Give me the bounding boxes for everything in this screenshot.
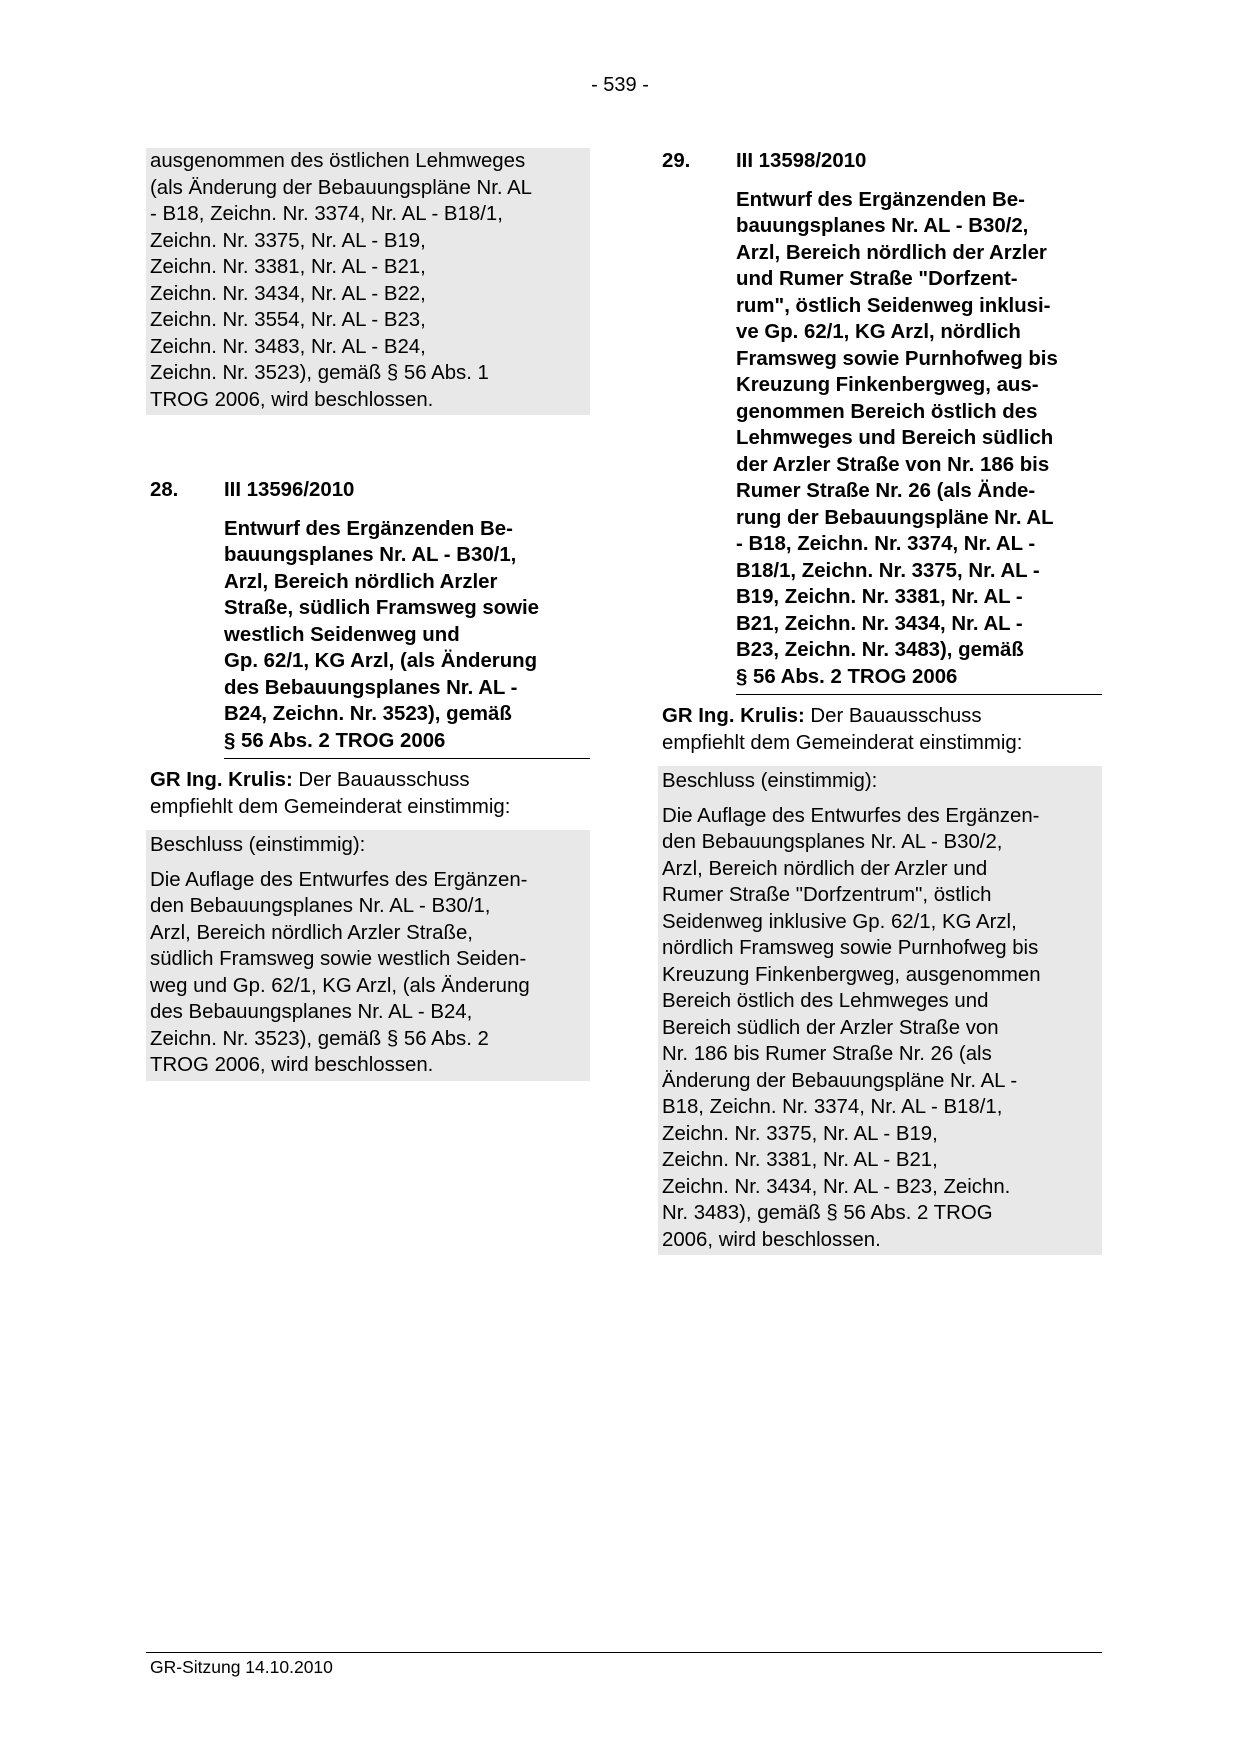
title-line: der Arzler Straße von Nr. 186 bis (736, 453, 1050, 476)
text-line: B18, Zeichn. Nr. 3374, Nr. AL - B18/1, (662, 1096, 1003, 1118)
title-line: B19, Zeichn. Nr. 3381, Nr. AL - (736, 586, 1023, 608)
text-line: TROG 2006, wird beschlossen. (150, 1054, 434, 1076)
item-reference: III 13596/2010 (224, 479, 355, 501)
text-line: Zeichn. Nr. 3434, Nr. AL - B23, Zeichn. (662, 1175, 1011, 1198)
beschluss-text (150, 867, 586, 1081)
title-line: § 56 Abs. 2 TROG 2006 (736, 665, 958, 688)
title-line: Entwurf des Ergänzenden Be- (224, 517, 513, 540)
text-line: Nr. 186 bis Rumer Straße Nr. 26 (als (662, 1043, 992, 1065)
text-line: Kreuzung Finkenbergweg, ausgenommen (662, 963, 1041, 986)
text-line: ausgenommen des östlichen Lehmweges (150, 150, 526, 172)
text-line: Zeichn. Nr. 3381, Nr. AL - B21, (150, 256, 426, 278)
continuation-text-block (146, 148, 590, 415)
title-line: Rumer Straße Nr. 26 (als Ände- (736, 480, 1036, 502)
item-title (736, 187, 1102, 696)
left-column (146, 148, 590, 1081)
text-line: Zeichn. Nr. 3523), gemäß § 56 Abs. 1 (150, 362, 489, 384)
title-line: Gp. 62/1, KG Arzl, (als Änderung (224, 650, 538, 672)
beschluss-block (146, 830, 590, 1081)
text-line: Seidenweg inklusive Gp. 62/1, KG Arzl, (662, 910, 1017, 933)
agenda-item-29 (658, 148, 1102, 1255)
text-line: Zeichn. Nr. 3381, Nr. AL - B21, (662, 1149, 938, 1171)
text-line: Zeichn. Nr. 3434, Nr. AL - B22, (150, 282, 426, 305)
title-line: Arzl, Bereich nördlich der Arzler (736, 241, 1047, 264)
text-line: den Bebauungsplanes Nr. AL - B30/2, (662, 831, 1003, 853)
text-line: Nr. 3483), gemäß § 56 Abs. 2 TROG (662, 1202, 993, 1224)
beschluss-label: Beschluss (einstimmig): (150, 834, 366, 856)
beschluss-block (658, 766, 1102, 1255)
page-number: - 539 - (591, 74, 649, 96)
title-line: rum", östlich Seidenweg inklusi- (736, 294, 1051, 317)
title-line: Kreuzung Finkenbergweg, aus- (736, 374, 1039, 396)
footer-divider (146, 1652, 1102, 1653)
title-line: rung der Bebauungspläne Nr. AL (736, 506, 1054, 529)
speaker-name: GR Ing. Krulis: (662, 705, 805, 727)
title-line: des Bebauungsplanes Nr. AL - (224, 676, 518, 699)
item-number: 29. (662, 150, 691, 172)
title-line: und Rumer Straße "Dorfzent- (736, 268, 1018, 290)
speaker-statement (146, 759, 590, 830)
title-line: Entwurf des Ergänzenden Be- (736, 188, 1025, 211)
text-line: 2006, wird beschlossen. (662, 1228, 881, 1251)
title-line: § 56 Abs. 2 TROG 2006 (224, 729, 446, 752)
title-line: ve Gp. 62/1, KG Arzl, nördlich (736, 321, 1021, 343)
speaker-statement (658, 695, 1102, 766)
title-line: bauungsplanes Nr. AL - B30/1, (224, 544, 517, 566)
text-line: Zeichn. Nr. 3483, Nr. AL - B24, (150, 335, 426, 358)
speaker-text: Der Bauausschuss (292, 769, 470, 791)
title-line: westlich Seidenweg und (224, 623, 460, 646)
title-line: bauungsplanes Nr. AL - B30/2, (736, 215, 1029, 237)
item-title (224, 516, 590, 760)
title-line: Framsweg sowie Purnhofweg bis (736, 347, 1058, 370)
text-line: - B18, Zeichn. Nr. 3374, Nr. AL - B18/1, (150, 203, 503, 225)
item-heading (658, 148, 1102, 175)
beschluss-text (662, 803, 1098, 1256)
item-reference: III 13598/2010 (736, 150, 867, 172)
beschluss-label: Beschluss (einstimmig): (662, 770, 878, 792)
text-line: Bereich östlich des Lehmweges und (662, 990, 989, 1012)
text-line: des Bebauungsplanes Nr. AL - B24, (150, 1001, 473, 1023)
right-column (658, 148, 1102, 1255)
text-line: Zeichn. Nr. 3375, Nr. AL - B19, (150, 229, 426, 252)
title-line: genommen Bereich östlich des (736, 400, 1038, 423)
footer-text: GR-Sitzung 14.10.2010 (150, 1657, 333, 1677)
title-line: B24, Zeichn. Nr. 3523), gemäß (224, 703, 512, 725)
title-line: Straße, südlich Framsweg sowie (224, 597, 540, 619)
speaker-text: empfiehlt dem Gemeinderat einstimmig: (662, 731, 1023, 754)
text-line: nördlich Framsweg sowie Purnhofweg bis (662, 937, 1039, 959)
title-line: - B18, Zeichn. Nr. 3374, Nr. AL - (736, 533, 1036, 555)
text-line: TROG 2006, wird beschlossen. (150, 388, 434, 411)
text-line: (als Änderung der Bebauungspläne Nr. AL (150, 176, 533, 199)
item-heading (146, 477, 590, 504)
title-line: B23, Zeichn. Nr. 3483), gemäß (736, 639, 1024, 661)
text-line: Änderung der Bebauungspläne Nr. AL - (662, 1069, 1018, 1092)
text-line: Die Auflage des Entwurfes des Ergänzen- (662, 804, 1040, 827)
speaker-text: empfiehlt dem Gemeinderat einstimmig: (150, 795, 511, 818)
text-line: Arzl, Bereich nördlich der Arzler und (662, 857, 988, 880)
text-line: den Bebauungsplanes Nr. AL - B30/1, (150, 895, 491, 917)
text-line: Die Auflage des Entwurfes des Ergänzen- (150, 868, 528, 891)
text-line: Zeichn. Nr. 3375, Nr. AL - B19, (662, 1122, 938, 1145)
text-line: Zeichn. Nr. 3523), gemäß § 56 Abs. 2 (150, 1027, 489, 1050)
title-line: Lehmweges und Bereich südlich (736, 427, 1054, 449)
text-line: Zeichn. Nr. 3554, Nr. AL - B23, (150, 309, 426, 331)
text-line: Arzl, Bereich nördlich Arzler Straße, (150, 921, 473, 944)
title-line: B18/1, Zeichn. Nr. 3375, Nr. AL - (736, 559, 1040, 582)
title-line: Arzl, Bereich nördlich Arzler (224, 570, 498, 593)
speaker-text: Der Bauausschuss (804, 705, 982, 727)
item-number: 28. (150, 479, 179, 501)
speaker-name: GR Ing. Krulis: (150, 769, 293, 791)
text-line: Bereich südlich der Arzler Straße von (662, 1016, 999, 1039)
text-line: Rumer Straße "Dorfzentrum", östlich (662, 884, 992, 906)
text-line: südlich Framsweg sowie westlich Seiden- (150, 948, 527, 970)
agenda-item-28 (146, 477, 590, 1081)
title-line: B21, Zeichn. Nr. 3434, Nr. AL - (736, 612, 1023, 635)
text-line: weg und Gp. 62/1, KG Arzl, (als Änderung (150, 974, 530, 997)
